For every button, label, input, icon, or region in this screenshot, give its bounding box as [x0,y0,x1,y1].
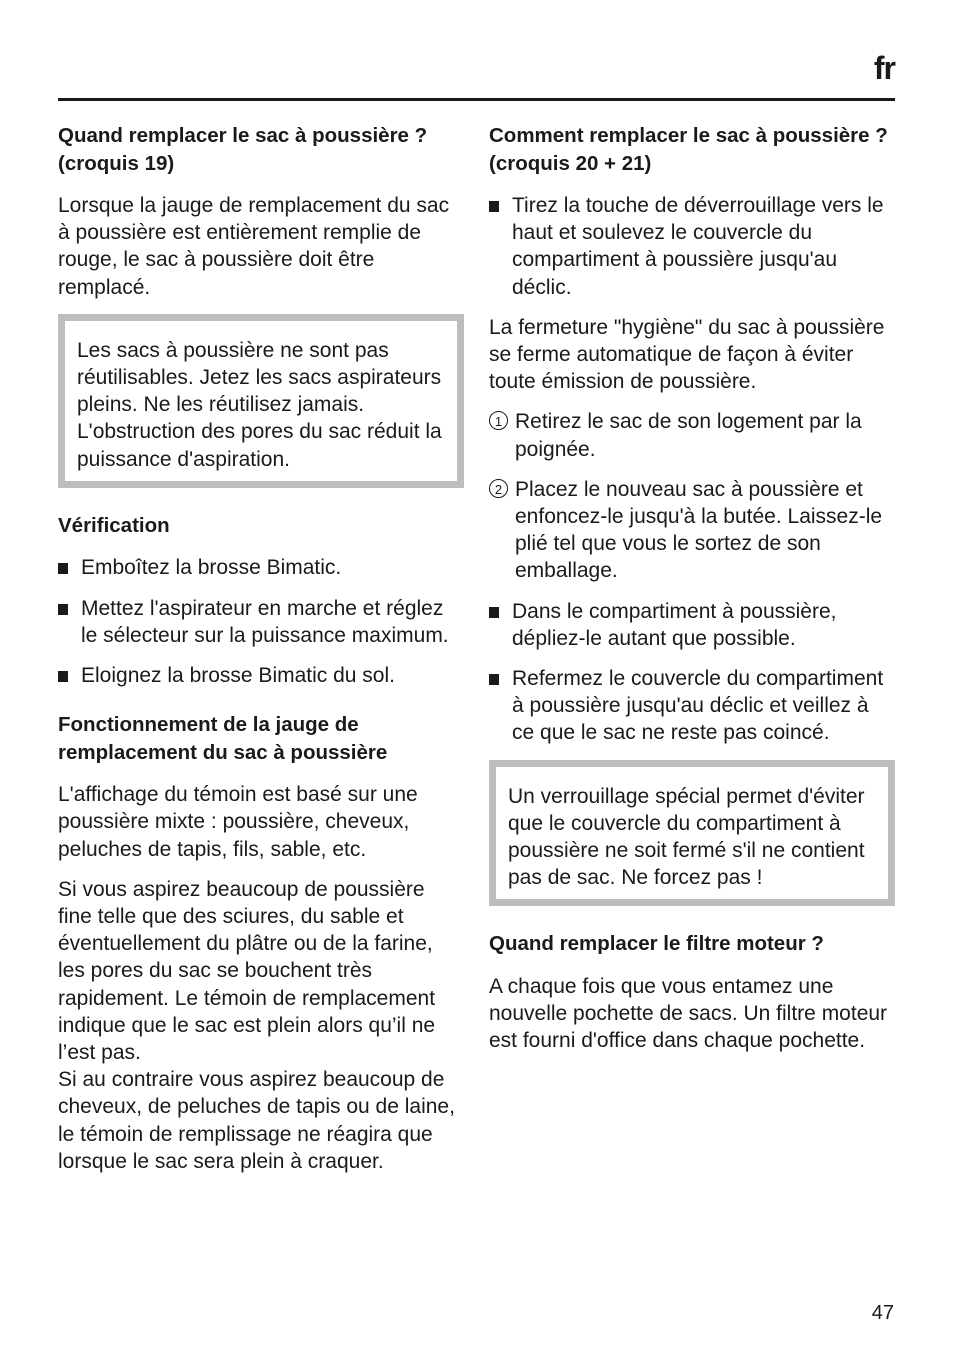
right-column [489,122,895,1068]
heading-motor-filter: Quand remplacer le filtre moteur ? [489,932,824,956]
step-number-icon: 1 [489,411,508,430]
bullet-square-icon [58,604,68,615]
bullet-square-icon [58,563,68,574]
paragraph-gauge-full: Lorsque la jauge de remplacement du sac à poussière est entièrement remplie de rouge, le sac à poussière doit être remplacé. [58,194,450,299]
note-box-lock [489,760,895,907]
heading-how-replace-bag: Comment remplacer le sac à poussière ? (croquis 20 + 21) [489,124,888,175]
paragraph-hair-lint: Si au contraire vous aspirez beaucoup de cheveux, de peluches de tapis ou de laine, le témoin de remplissage ne réagira que lorsque le sac sera plein à craquer. [58,1068,455,1173]
numbered-step: 2 Placez le nouveau sac à poussière et enfoncez-le jusqu'à la butée. Laissez-le plié tel que vous le sortez de son emballage. [489,476,895,585]
bullet-square-icon [489,674,499,685]
paragraph-motor-filter: A chaque fois que vous entamez une nouvelle pochette de sacs. Un filtre moteur est fourni d'office dans chaque pochette. [489,974,888,1053]
paragraph-mixed-dust: L'affichage du témoin est basé sur une poussière mixte : poussière, cheveux, peluches de tapis, fils, sable, etc. [58,783,418,861]
left-column [58,122,464,1188]
paragraph-hygiene-closure: La fermeture "hygiène" du sac à poussière se ferme automatique de façon à éviter toute émission de poussière. [489,315,885,394]
list-item: Eloignez la brosse Bimatic du sol. [58,662,464,689]
numbered-step: 1 Retirez le sac de son logement par la poignée. [489,408,895,462]
list-item: Emboîtez la brosse Bimatic. [58,554,464,581]
list-item: Dans le compartiment à poussière, dépliez-le autant que possible. [489,598,895,652]
note-text-reuse: Les sacs à poussière ne sont pas réutilisables. Jetez les sacs aspirateurs pleins. Ne les réutilisez jamais. L'obstruction des pores du sac réduit la puissance d'aspiration. [77,338,442,471]
bullet-square-icon [489,201,499,212]
bullet-square-icon [58,671,68,682]
header-rule [58,98,895,101]
page-number: 47 [871,1302,894,1324]
heading-when-replace-bag: Quand remplacer le sac à poussière ? (croquis 19) [58,124,428,175]
heading-gauge-function: Fonctionnement de la jauge de remplacement du sac à poussière [58,713,388,764]
step-number-icon: 2 [489,479,508,498]
bullet-square-icon [489,607,499,618]
note-box-reuse [58,314,464,488]
language-label: fr [873,50,895,86]
note-text-lock: Un verrouillage spécial permet d'éviter que le couvercle du compartiment à poussière ne soit fermé s'il ne contient pas de sac. Ne forcez pas ! [508,784,865,890]
heading-verification: Vérification [58,513,170,537]
list-item: Refermez le couvercle du compartiment à poussière jusqu'au déclic et veillez à ce que le sac ne reste pas coincé. [489,665,895,747]
paragraph-fine-dust: Si vous aspirez beaucoup de poussière fine telle que des sciures, du sable et éventuellement du plâtre ou de la farine, les pores du sac se bouchent très rapidement. Le témoin de remplacement indique que le sac est plein alors qu’il ne l’est pas. [58,877,436,1064]
list-item: Tirez la touche de déverrouillage vers le haut et soulevez le couvercle du compartiment à poussière jusqu'au déclic. [489,192,895,301]
list-item: Mettez l'aspirateur en marche et réglez le sélecteur sur la puissance maximum. [58,595,464,649]
